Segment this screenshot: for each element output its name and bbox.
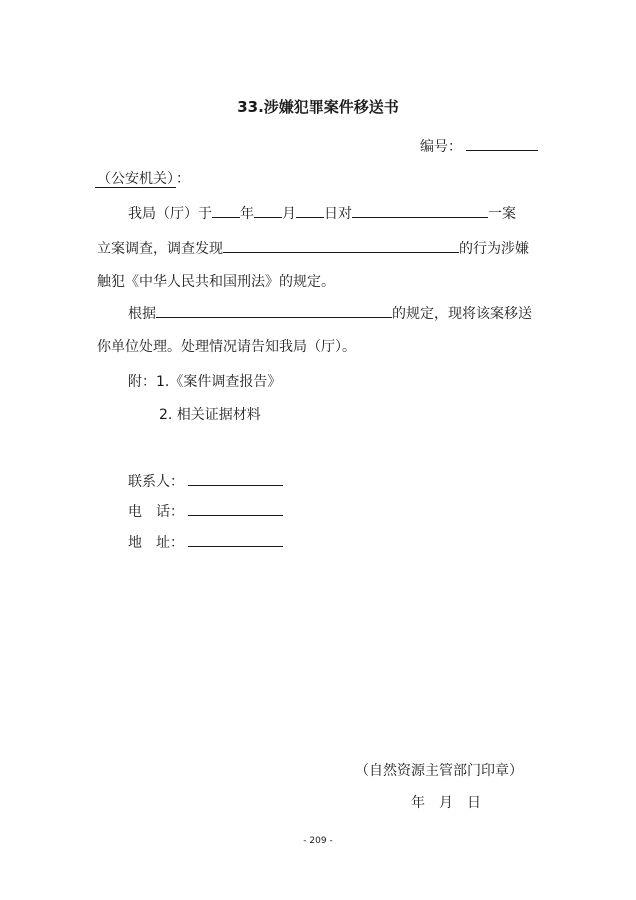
recipient-row — [95, 168, 190, 188]
address-label: 地 址： — [128, 535, 184, 551]
year-blank — [212, 203, 240, 218]
text-case: 一案 — [488, 206, 516, 222]
law-blank — [156, 303, 392, 318]
attachment-item-1: 1.《案件调查报告》 — [156, 374, 282, 390]
address-row — [128, 532, 283, 552]
seal-text: （自然资源主管部门印章） — [355, 763, 523, 779]
text-year: 年 — [240, 206, 254, 222]
number-row — [420, 136, 538, 156]
day-blank — [296, 203, 324, 218]
page-number: - 209 - — [303, 836, 333, 846]
phone-row — [128, 501, 283, 521]
month-blank — [254, 203, 282, 218]
date-text: 年 月 日 — [411, 795, 481, 811]
para1-line1 — [128, 203, 516, 223]
text-month: 月 — [282, 206, 296, 222]
phone-blank — [188, 501, 283, 516]
contact-person-row — [128, 471, 283, 491]
recipient-suffix: ： — [176, 171, 190, 187]
contact-person-blank — [188, 471, 283, 486]
phone-label: 电 话： — [128, 504, 184, 520]
text-investigation: 立案调查，调查发现 — [97, 241, 223, 257]
text-according: 根据 — [128, 306, 156, 322]
attachment-row-1 — [128, 371, 281, 391]
finding-blank — [223, 238, 459, 253]
number-label: 编号： — [420, 139, 462, 155]
text-suspected: 的行为涉嫌 — [459, 241, 529, 257]
recipient-name: （公安机关） — [97, 171, 174, 187]
para1-line2 — [97, 238, 529, 258]
attachment-label: 附： — [128, 374, 156, 390]
address-blank — [188, 532, 283, 547]
number-blank — [466, 136, 538, 151]
case-blank — [352, 203, 488, 218]
para1-line3: 触犯《中华人民共和国刑法》的规定。 — [97, 274, 335, 290]
text-we-at: 我局（厅）于 — [128, 206, 212, 222]
text-transfer: 的规定，现将该案移送 — [392, 306, 532, 322]
attachment-item-2: 2. 相关证据材料 — [159, 407, 261, 423]
contact-person-label: 联系人： — [128, 474, 184, 490]
text-day: 日对 — [324, 206, 352, 222]
para2-line2: 你单位处理。处理情况请告知我局（厅）。 — [97, 339, 356, 355]
para2-line1 — [128, 303, 532, 323]
document-title: 33.涉嫌犯罪案件移送书 — [237, 98, 399, 116]
